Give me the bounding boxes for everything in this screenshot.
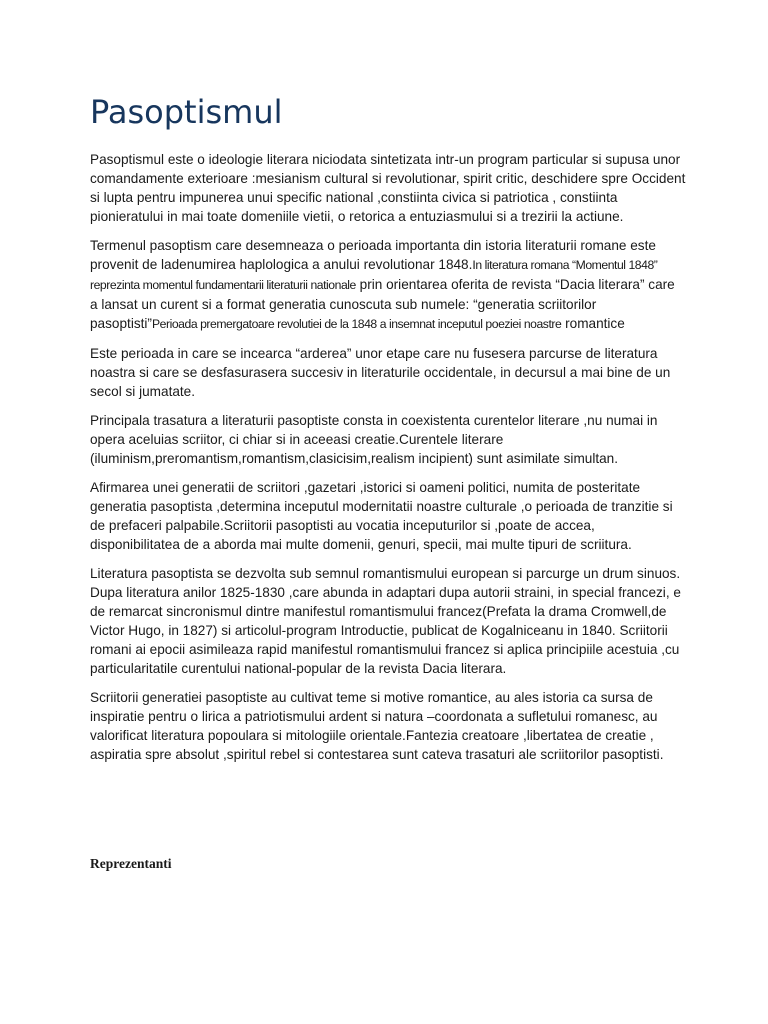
paragraph-3: Este perioada in care se incearca “arderea” unor etape care nu fusesera parcurse de literatura noastra si care se desfasurasera succesiv in literaturile occidentale, in decursul a mai bine de un secol si jumatate. xyxy=(90,346,671,399)
paragraph-2-part-b: In literatura romana “Momentul 1848” reprezinta momentul fundamentarii literaturii nationale xyxy=(90,258,658,292)
paragraph-2-part-d: Perioada premergatoare revolutiei de la 1848 a insemnat inceputul poeziei noastre xyxy=(151,317,562,331)
paragraph-5: Afirmarea unei generatii de scriitori ,gazetari ,istorici si oameni politici, numita de posteritate generatia pasoptista ,determina inceputul modernitatii noastre culturale ,o perioada de tranzitie si de prefaceri palpabile.Scriitorii pasoptisti au vocatia inceputurilor si ,poate de accea, disponibilitatea de a aborda mai multe domenii, genuri, specii, mai multe tipuri de scriitura. xyxy=(90,480,673,552)
paragraph-7: Scriitorii generatiei pasoptiste au cultivat teme si motive romantice, au ales istoria ca sursa de inspiratie pentru o lirica a patriotismului ardent si natura –coordonata a sufletului romanesc, au valorificat literatura popoulara si mitologiile orientale.Fantezia creatoare ,libertatea de creatie , aspiratia spre absolut ,spiritul rebel si contestarea sunt cateva trasaturi ale scriitorilor pasoptisti. xyxy=(90,690,664,762)
paragraph-1: Pasoptismul este o ideologie literara niciodata sintetizata intr-un program particular si supusa unor comandamente exterioare :mesianism cultural si revolutionar, spirit critic, deschidere spre Occident si lupta pentru impunerea unui specific national ,constiinta civica si patriotica , constiinta pionieratului in mai toate domeniile vietii, o retorica a entuziasmului si a trezirii la actiune. xyxy=(90,152,686,224)
paragraph-2 xyxy=(90,236,686,334)
paragraph-2-part-a: Termenul pasoptism care desemneaza o perioada importanta din istoria literaturii romane este provenit de ladenumirea haplologica a anului revolutionar 1848. xyxy=(90,238,656,272)
paragraph-2-part-c: prin orientarea oferita de revista “Dacia literara” care a lansat un curent si a format generatia cunoscuta sub numele: “generatia scriitorilor pasoptisti” xyxy=(90,277,675,331)
paragraph-2-part-e: romantice xyxy=(561,316,625,331)
document-title: Pasoptismul xyxy=(90,93,283,131)
paragraph-4: Principala trasatura a literaturii pasoptiste consta in coexistenta curentelor literare ,nu numai in opera aceluias scriitor, ci chiar si in aceeasi creatie.Curentele literare (iluminism,preromantism,romantism,clasicisim,realism incipient) sunt asimilate simultan. xyxy=(90,413,658,466)
document-body xyxy=(90,150,686,774)
section-heading-reprezentanti: Reprezentanti xyxy=(90,856,172,871)
paragraph-6: Literatura pasoptista se dezvolta sub semnul romantismului european si parcurge un drum sinuos. Dupa literatura anilor 1825-1830 ,care abunda in adaptari dupa autorii straini, in special francezi, e de remarcat sincronismul dintre manifestul romantismului francez(Prefata la drama Cromwell,de Victor Hugo, in 1827) si articolul-program Introductie, publicat de Kogalniceanu in 1840. Scriitorii romani ai epocii asimileaza rapid manifestul romantismului francez si aplica principiile acestuia ,cu particularitatile curentului national-popular de la revista Dacia literara. xyxy=(90,566,681,676)
